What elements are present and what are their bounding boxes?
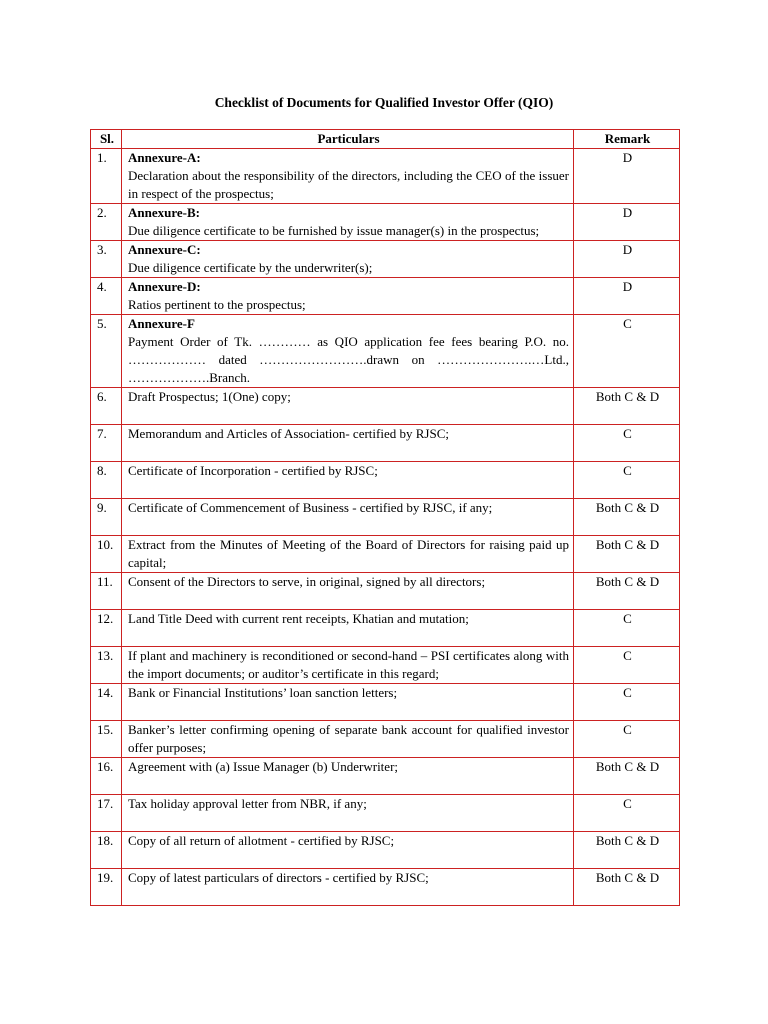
row-remark: C (574, 795, 680, 832)
row-sl: 4. (91, 278, 122, 315)
row-particulars: Land Title Deed with current rent receipts, Khatian and mutation; (122, 610, 574, 647)
row-particulars: Draft Prospectus; 1(One) copy; (122, 388, 574, 425)
row-remark: Both C & D (574, 388, 680, 425)
table-row (91, 536, 680, 573)
table-row (91, 573, 680, 610)
row-text: Payment Order of Tk. ………… as QIO application fee fees bearing P.O. no. ……………… dated …………………….drawn on ………………….…Ltd., ……………….Branch. (128, 334, 569, 385)
table-row (91, 425, 680, 462)
row-remark: D (574, 278, 680, 315)
row-sl: 10. (91, 536, 122, 573)
row-sl: 16. (91, 758, 122, 795)
table-row (91, 758, 680, 795)
row-remark: Both C & D (574, 536, 680, 573)
row-remark: Both C & D (574, 499, 680, 536)
row-remark: C (574, 610, 680, 647)
row-sl: 13. (91, 647, 122, 684)
table-row (91, 795, 680, 832)
row-text: Ratios pertinent to the prospectus; (128, 297, 306, 312)
row-particulars (122, 315, 574, 388)
row-particulars: Copy of latest particulars of directors - certified by RJSC; (122, 869, 574, 906)
row-particulars (122, 149, 574, 204)
row-sl: 5. (91, 315, 122, 388)
annexure-heading: Annexure-A: (128, 150, 201, 165)
row-sl: 12. (91, 610, 122, 647)
table-row (91, 499, 680, 536)
row-particulars: Memorandum and Articles of Association- certified by RJSC; (122, 425, 574, 462)
row-sl: 15. (91, 721, 122, 758)
row-particulars (122, 278, 574, 315)
row-particulars: Certificate of Commencement of Business - certified by RJSC, if any; (122, 499, 574, 536)
row-sl: 3. (91, 241, 122, 278)
table-row (91, 204, 680, 241)
row-remark: C (574, 647, 680, 684)
row-sl: 6. (91, 388, 122, 425)
row-sl: 19. (91, 869, 122, 906)
checklist-table (90, 129, 680, 906)
row-particulars (122, 204, 574, 241)
row-text: Declaration about the responsibility of the directors, including the CEO of the issuer in respect of the prospectus; (128, 168, 569, 201)
row-sl: 7. (91, 425, 122, 462)
row-particulars: Banker’s letter confirming opening of separate bank account for qualified investor offer purposes; (122, 721, 574, 758)
table-row (91, 241, 680, 278)
header-remark: Remark (574, 130, 680, 149)
table-row (91, 647, 680, 684)
row-sl: 18. (91, 832, 122, 869)
row-remark: Both C & D (574, 758, 680, 795)
annexure-heading: Annexure-B: (128, 205, 200, 220)
row-remark: C (574, 315, 680, 388)
row-remark: Both C & D (574, 573, 680, 610)
row-text: Due diligence certificate by the underwriter(s); (128, 260, 373, 275)
row-sl: 1. (91, 149, 122, 204)
row-remark: D (574, 241, 680, 278)
row-particulars: Bank or Financial Institutions’ loan sanction letters; (122, 684, 574, 721)
table-row (91, 684, 680, 721)
row-sl: 14. (91, 684, 122, 721)
row-remark: C (574, 462, 680, 499)
row-remark: D (574, 204, 680, 241)
row-particulars: If plant and machinery is reconditioned or second-hand – PSI certificates along with the import documents; or auditor’s certificate in this regard; (122, 647, 574, 684)
table-row (91, 388, 680, 425)
row-sl: 8. (91, 462, 122, 499)
row-particulars: Tax holiday approval letter from NBR, if any; (122, 795, 574, 832)
row-remark: D (574, 149, 680, 204)
row-particulars: Copy of all return of allotment - certified by RJSC; (122, 832, 574, 869)
row-remark: C (574, 721, 680, 758)
row-remark: C (574, 684, 680, 721)
row-sl: 9. (91, 499, 122, 536)
row-particulars: Certificate of Incorporation - certified by RJSC; (122, 462, 574, 499)
table-row (91, 315, 680, 388)
document-title: Checklist of Documents for Qualified Investor Offer (QIO) (214, 95, 554, 110)
row-remark: C (574, 425, 680, 462)
row-sl: 2. (91, 204, 122, 241)
table-row (91, 832, 680, 869)
row-particulars (122, 241, 574, 278)
row-particulars: Consent of the Directors to serve, in original, signed by all directors; (122, 573, 574, 610)
table-row (91, 149, 680, 204)
row-particulars: Extract from the Minutes of Meeting of the Board of Directors for raising paid up capital; (122, 536, 574, 573)
table-row (91, 721, 680, 758)
table-row (91, 278, 680, 315)
row-text: Due diligence certificate to be furnished by issue manager(s) in the prospectus; (128, 223, 540, 238)
table-row (91, 869, 680, 906)
annexure-heading: Annexure-F (128, 316, 195, 331)
row-particulars: Agreement with (a) Issue Manager (b) Underwriter; (122, 758, 574, 795)
table-header-row (91, 130, 680, 149)
annexure-heading: Annexure-C: (128, 242, 201, 257)
header-particulars: Particulars (122, 130, 574, 149)
table-row (91, 610, 680, 647)
header-sl: Sl. (91, 130, 122, 149)
row-sl: 17. (91, 795, 122, 832)
row-remark: Both C & D (574, 869, 680, 906)
annexure-heading: Annexure-D: (128, 279, 201, 294)
table-row (91, 462, 680, 499)
row-sl: 11. (91, 573, 122, 610)
row-remark: Both C & D (574, 832, 680, 869)
